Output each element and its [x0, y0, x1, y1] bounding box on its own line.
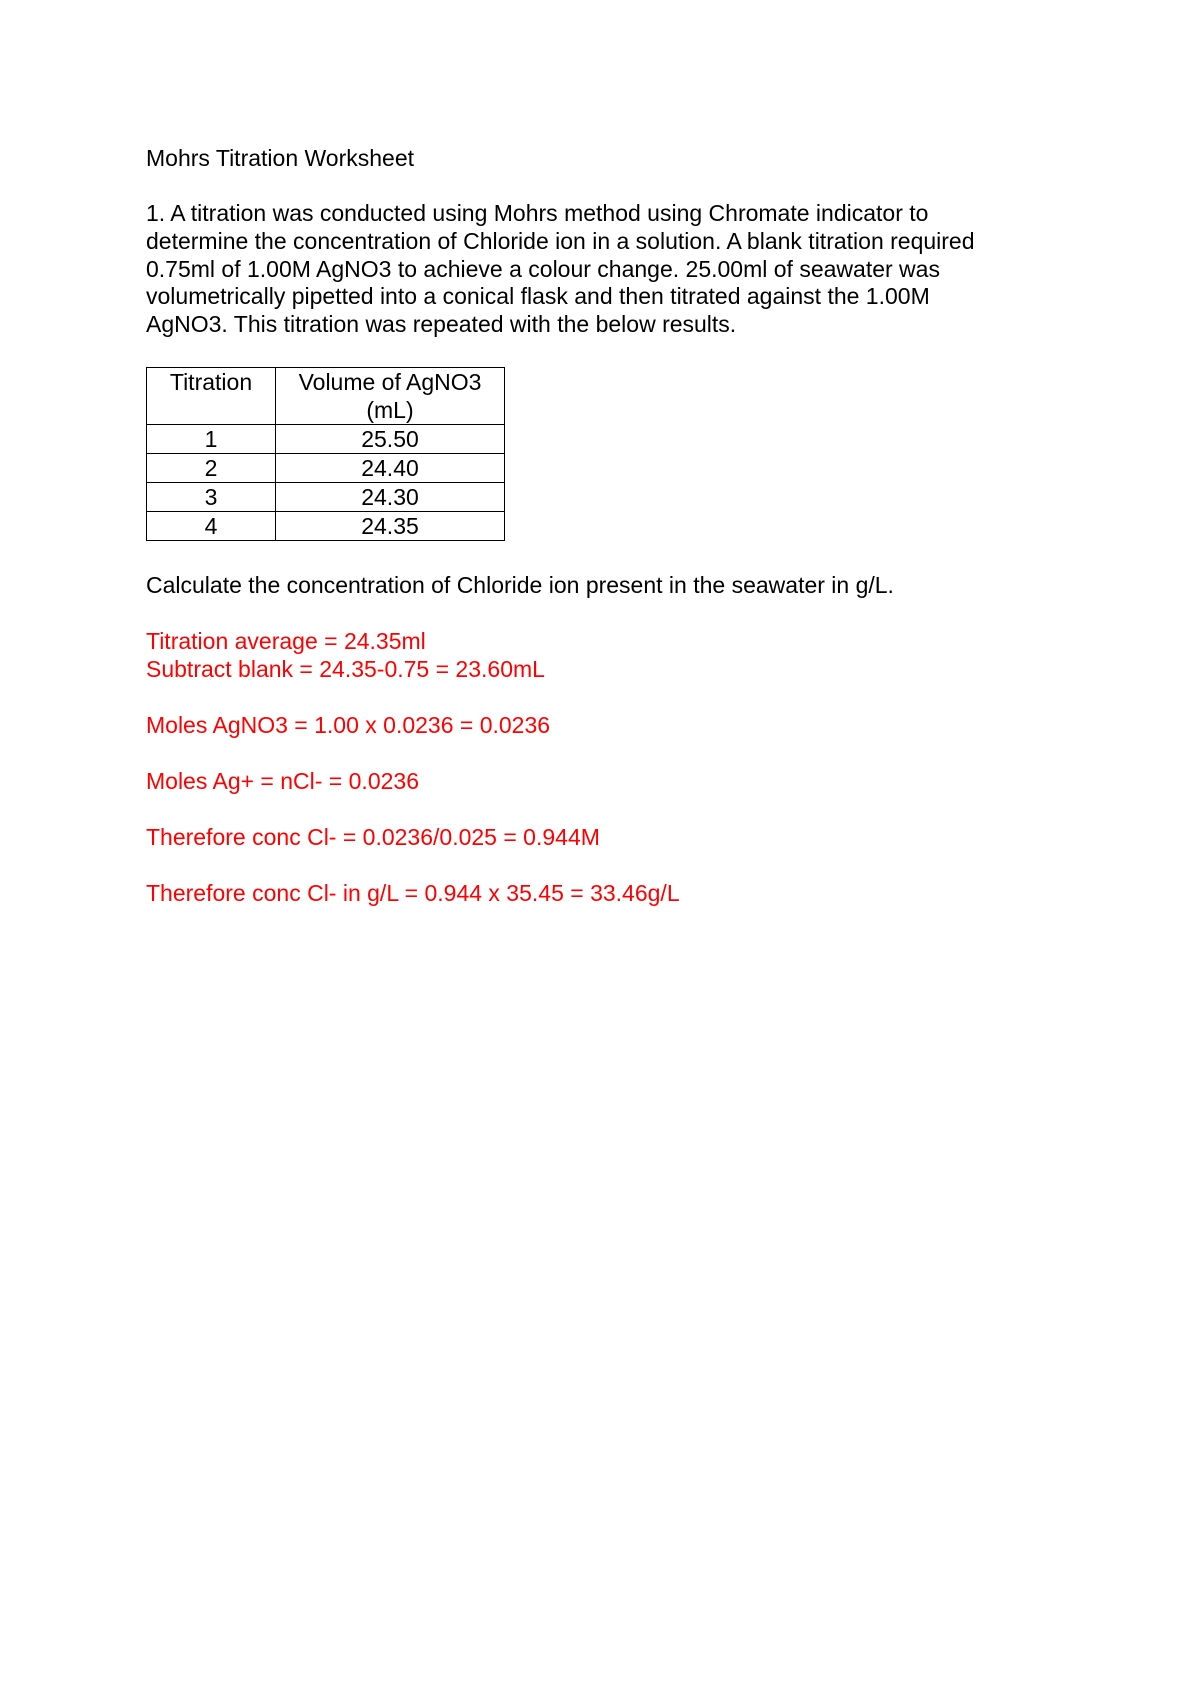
titration-number-cell: 3 [147, 482, 276, 511]
volume-cell: 25.50 [276, 424, 505, 453]
table-header-row [147, 367, 505, 424]
worked-answer [146, 627, 1046, 907]
question-line: 0.75ml of 1.00M AgNO3 to achieve a colour change. 25.00ml of seawater was [146, 255, 940, 282]
titration-number-cell: 1 [147, 424, 276, 453]
answer-line-average: Titration average = 24.35ml [146, 627, 426, 654]
header-titration: Titration [147, 367, 276, 424]
question-line: volumetrically pipetted into a conical flask and then titrated against the 1.00M [146, 283, 930, 310]
answer-line-conc-molar: Therefore conc Cl- = 0.0236/0.025 = 0.944M [146, 823, 600, 850]
worksheet-title: Mohrs Titration Worksheet [146, 145, 415, 171]
titration-number-cell: 4 [147, 511, 276, 540]
volume-cell: 24.30 [276, 482, 505, 511]
answer-line-conc-gl: Therefore conc Cl- in g/L = 0.944 x 35.45 = 33.46g/L [146, 879, 680, 906]
answer-line-blank: Subtract blank = 24.35-0.75 = 23.60mL [146, 655, 545, 682]
table-row [147, 424, 505, 453]
titration-results-table [146, 367, 505, 541]
question-line: determine the concentration of Chloride ion in a solution. A blank titration required [146, 227, 975, 254]
table-row [147, 453, 505, 482]
calculation-prompt: Calculate the concentration of Chloride ion present in the seawater in g/L. [146, 571, 894, 598]
volume-cell: 24.40 [276, 453, 505, 482]
titration-number-cell: 2 [147, 453, 276, 482]
table-row [147, 482, 505, 511]
answer-line-moles-agno3: Moles AgNO3 = 1.00 x 0.0236 = 0.0236 [146, 711, 551, 738]
question-text [146, 200, 1046, 339]
volume-cell: 24.35 [276, 511, 505, 540]
table-row [147, 511, 505, 540]
document-content [146, 144, 1046, 907]
answer-line-moles-ag: Moles Ag+ = nCl- = 0.0236 [146, 767, 419, 794]
header-volume: Volume of AgNO3 (mL) [276, 367, 505, 424]
question-line: AgNO3. This titration was repeated with the below results. [146, 311, 737, 338]
question-line: 1. A titration was conducted using Mohrs method using Chromate indicator to [146, 200, 929, 226]
